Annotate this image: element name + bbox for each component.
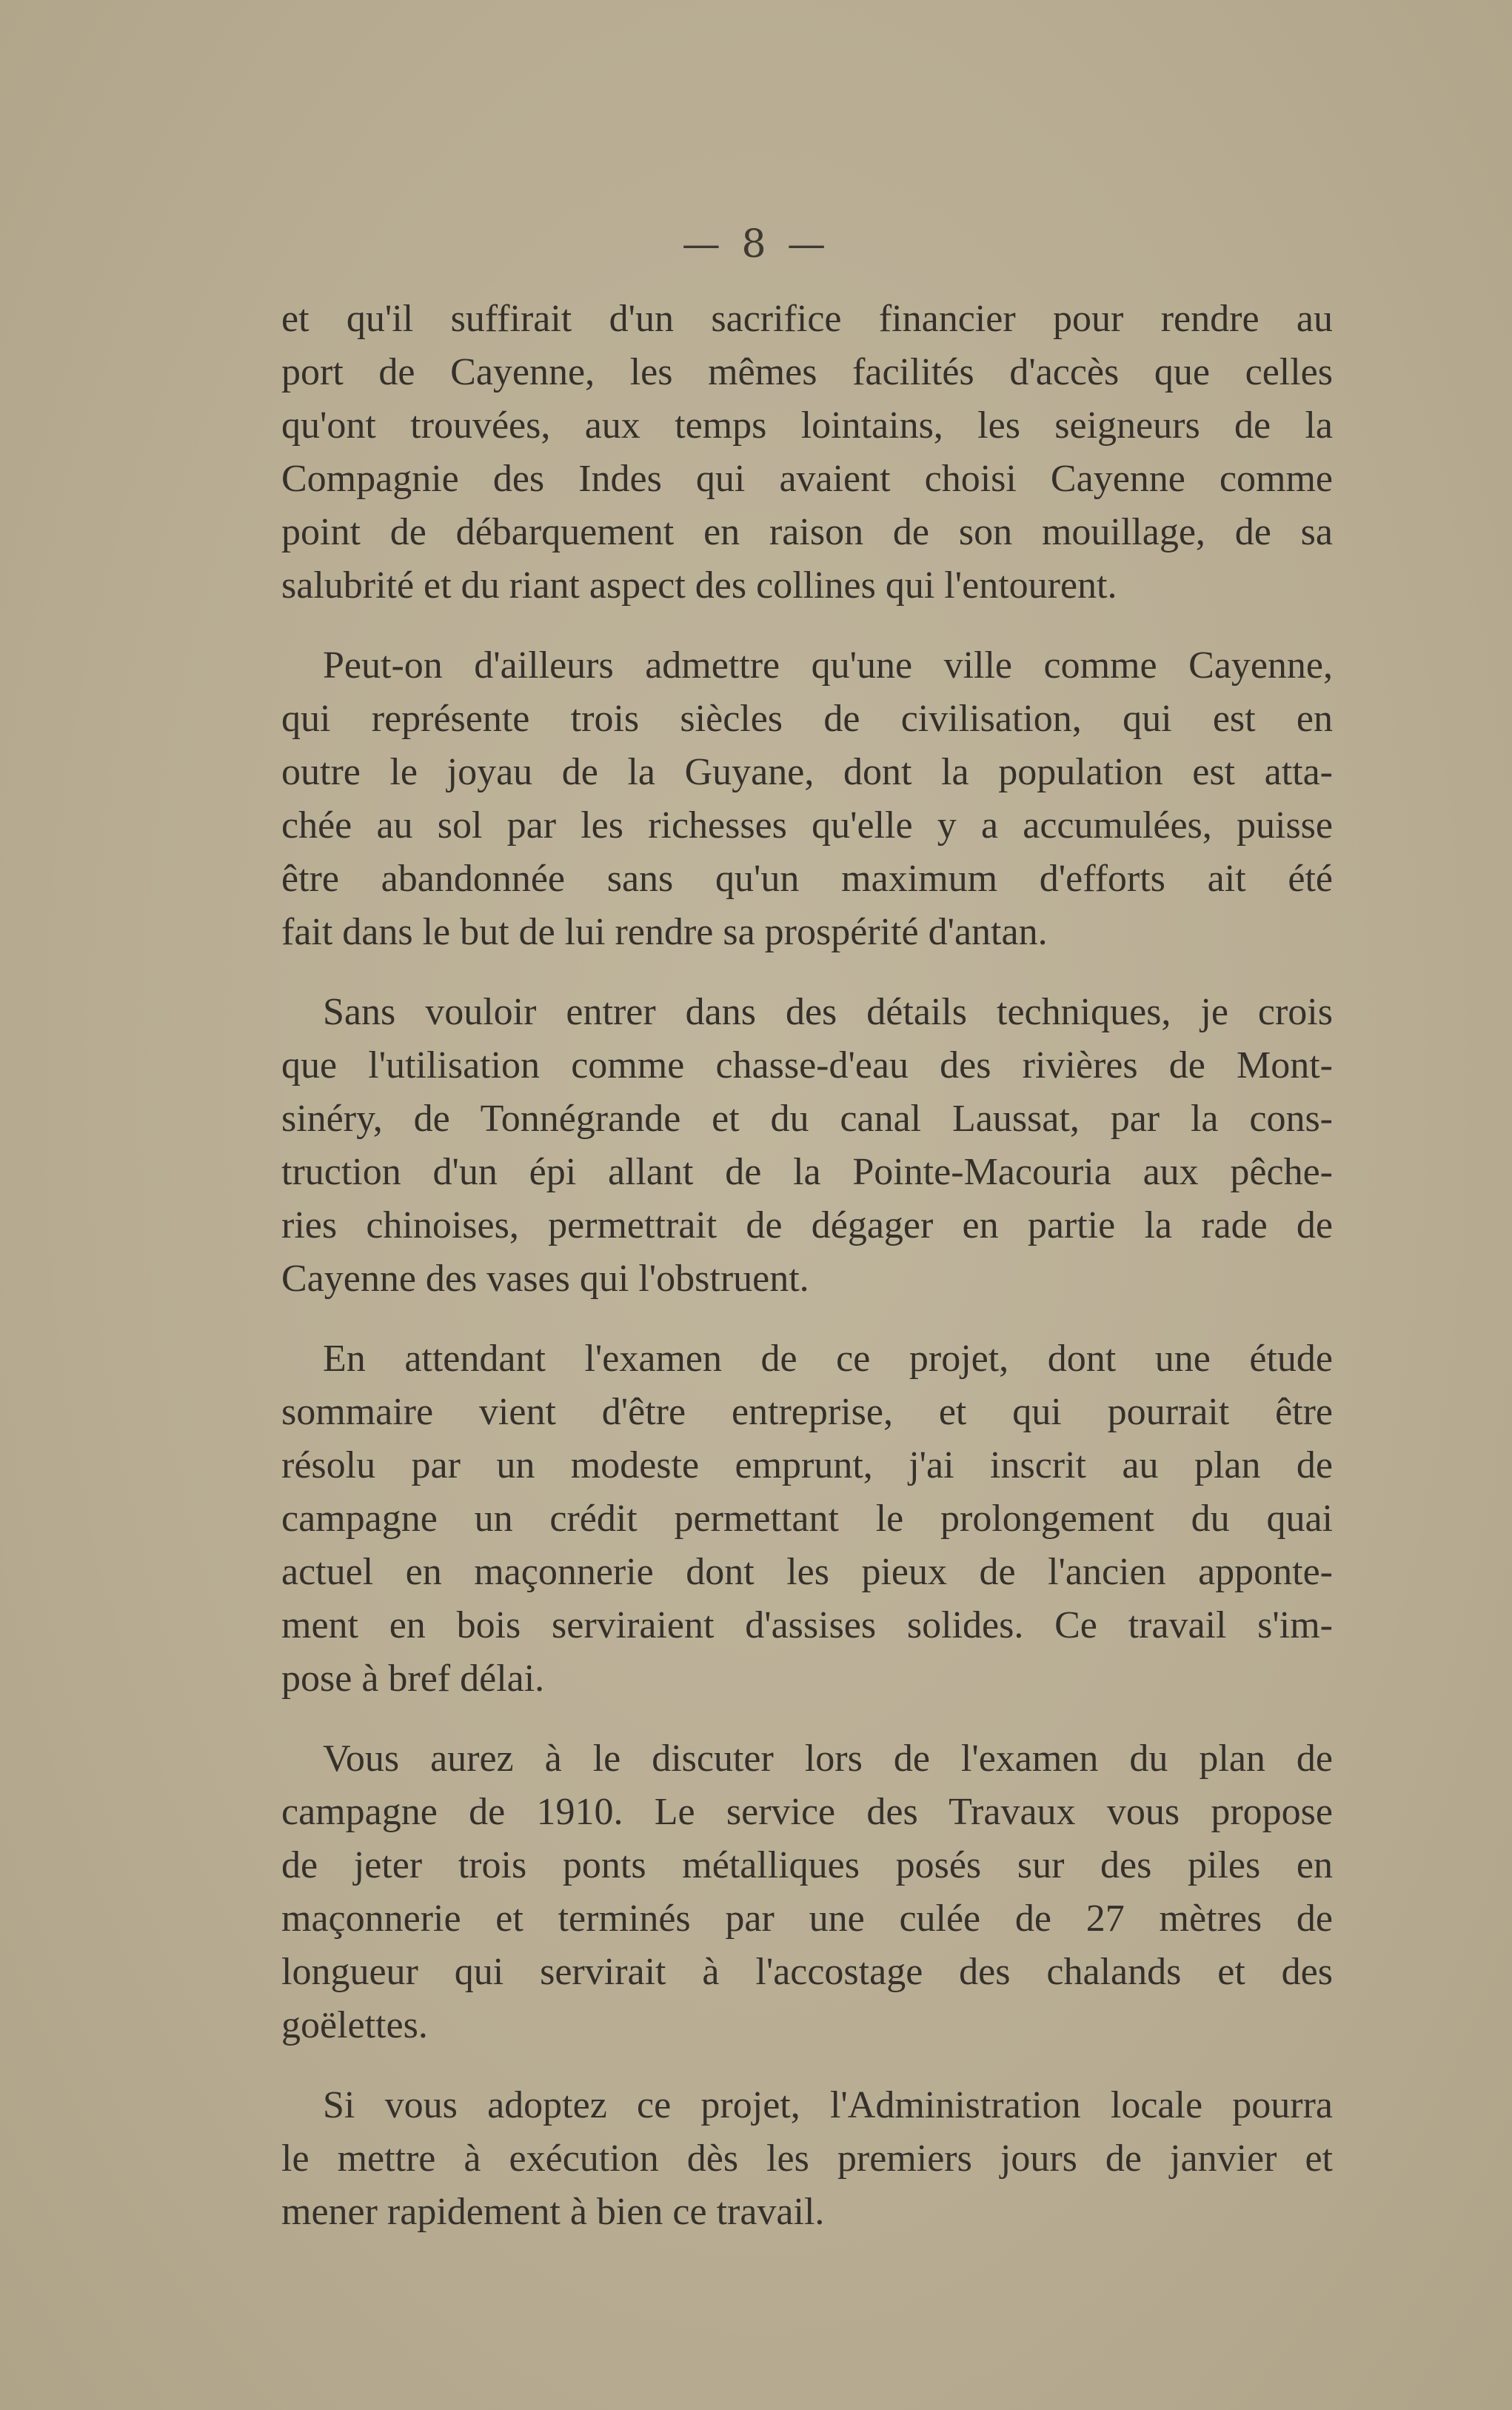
text-line: qu'ont trouvées, aux temps lointains, les seigneurs de la [281,404,1333,447]
text-line: sommaire vient d'être entreprise, et qui pourrait être [281,1391,1333,1433]
text-line: pose à bref délai. [281,1658,545,1700]
text-line: campagne de 1910. Le service des Travaux vous propose [281,1791,1333,1833]
text-line: Cayenne des vases qui l'obstruent. [281,1258,809,1300]
text-line: En attendant l'examen de ce projet, dont une étude [323,1338,1333,1380]
paragraph-5 [281,1732,1333,2052]
text-line: port de Cayenne, les mêmes facilités d'accès que celles [281,351,1333,393]
text-line: résolu par un modeste emprunt, j'ai inscrit au plan de [281,1444,1333,1486]
text-line: Peut-on d'ailleurs admettre qu'une ville comme Cayenne, [323,644,1333,687]
text-line: être abandonnée sans qu'un maximum d'efforts ait été [281,858,1333,900]
text-line: salubrité et du riant aspect des collines qui l'entourent. [281,564,1117,607]
paragraph-2 [281,639,1333,959]
text-line: campagne un crédit permettant le prolongement du quai [281,1498,1333,1540]
text-line: fait dans le but de lui rendre sa prospérité d'antan. [281,911,1048,953]
text-line: outre le joyau de la Guyane, dont la population est atta- [281,751,1333,793]
text-line: Compagnie des Indes qui avaient choisi Cayenne comme [281,458,1333,500]
paragraph-1 [281,293,1333,612]
paragraph-4 [281,1332,1333,1706]
text-line: Vous aurez à le discuter lors de l'examen du plan de [323,1738,1333,1780]
text-line: qui représente trois siècles de civilisation, qui est en [281,698,1333,740]
text-line: ries chinoises, permettrait de dégager en partie la rade de [281,1204,1333,1246]
text-line: et qu'il suffirait d'un sacrifice financier pour rendre au [281,298,1333,340]
text-line: mener rapidement à bien ce travail. [281,2191,825,2233]
paragraph-6 [281,2079,1333,2239]
text-line: sinéry, de Tonnégrande et du canal Laussat, par la cons- [281,1098,1333,1140]
text-line: ment en bois serviraient d'assises solides. Ce travail s'im- [281,1604,1333,1646]
text-line: goëlettes. [281,2004,428,2046]
text-line: point de débarquement en raison de son mouillage, de sa [281,511,1333,553]
text-line: de jeter trois ponts métalliques posés sur des piles en [281,1844,1333,1886]
text-line: longueur qui servirait à l'accostage des chalands et des [281,1951,1333,1993]
text-line: Si vous adoptez ce projet, l'Administration locale pourra [323,2084,1333,2126]
text-line: truction d'un épi allant de la Pointe-Macouria aux pêche- [281,1151,1333,1193]
text-line: maçonnerie et terminés par une culée de 27 mètres de [281,1897,1333,1940]
body-text [281,293,1333,2239]
text-line: Sans vouloir entrer dans des détails techniques, je crois [323,991,1333,1033]
paragraph-3 [281,986,1333,1306]
text-line: actuel en maçonnerie dont les pieux de l'ancien appontе- [281,1551,1333,1593]
page-number: — 8 — [681,222,831,267]
text-line: que l'utilisation comme chasse-d'eau des rivières de Mont- [281,1044,1333,1086]
text-line: chée au sol par les richesses qu'elle y a accumulées, puisse [281,804,1333,847]
text-line: le mettre à exécution dès les premiers jours de janvier et [281,2137,1333,2180]
